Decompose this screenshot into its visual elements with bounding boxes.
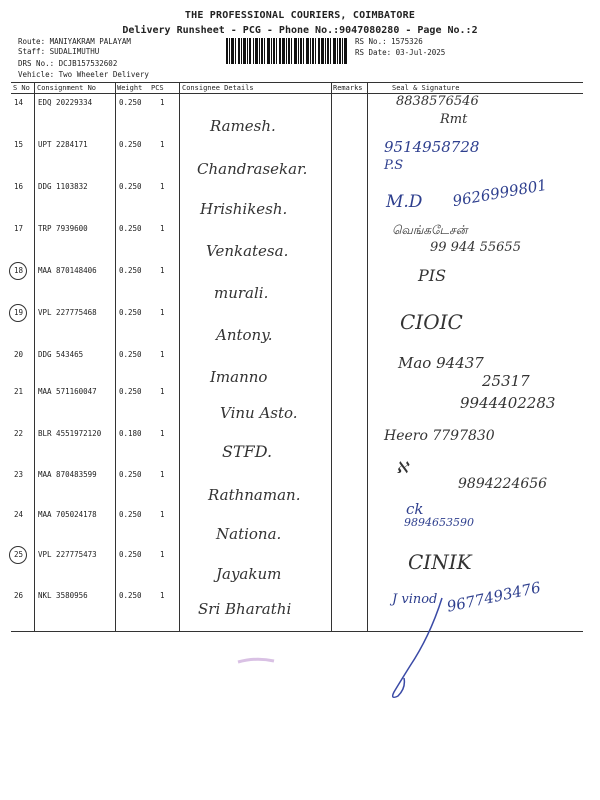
row-weight: 0.250	[119, 140, 142, 149]
row-consignment-no: DDG 1103832	[38, 182, 88, 191]
row-weight: 0.250	[119, 224, 142, 233]
column-divider	[367, 82, 368, 632]
consignee-handwriting: Rathnaman.	[208, 486, 301, 504]
row-pcs: 1	[160, 591, 165, 600]
consignee-handwriting: Hrishikesh.	[200, 200, 288, 218]
row-consignment-no: MAA 870483599	[38, 470, 97, 479]
row-pcs: 1	[160, 470, 165, 479]
row-sno: 20	[14, 350, 24, 359]
row-weight: 0.250	[119, 98, 142, 107]
row-pcs: 1	[160, 350, 165, 359]
row-consignment-no: UPT 2284171	[38, 140, 88, 149]
row-sno: 14	[14, 98, 24, 107]
row-pcs: 1	[160, 308, 165, 317]
consignee-handwriting: Chandrasekar.	[197, 160, 308, 178]
company-title: THE PROFESSIONAL COURIERS, COIMBATORE	[184, 10, 416, 21]
signature-mark: ℵ	[396, 458, 408, 477]
table-bottom-border	[11, 631, 583, 632]
row-sno: 15	[14, 140, 24, 149]
signature-scrawl: Mao 94437	[398, 354, 484, 372]
row-weight: 0.250	[119, 350, 142, 359]
row-weight: 0.250	[119, 550, 142, 559]
signature-phone: Heero 7797830	[384, 428, 495, 444]
row-consignment-no: EDQ 20229334	[38, 98, 93, 107]
consignee-handwriting: Imanno	[210, 368, 268, 386]
row-sno: 26	[14, 591, 24, 600]
row-pcs: 1	[160, 140, 165, 149]
row-sno: 17	[14, 224, 24, 233]
signature-phone: 99 944 55655	[430, 240, 521, 255]
signature-phone: 9626999801	[451, 175, 549, 211]
col-header-consignment: Consignment No	[37, 84, 97, 92]
signature-initials: M.D	[386, 192, 423, 212]
pen-stroke	[380, 596, 460, 706]
vehicle-label: Vehicle: Two Wheeler Delivery	[18, 70, 149, 79]
col-header-pcs: PCS	[151, 84, 164, 92]
row-consignment-no: TRP 7939600	[38, 224, 88, 233]
consignee-handwriting: Jayakum	[216, 565, 282, 583]
row-pcs: 1	[160, 224, 165, 233]
row-sno: 21	[14, 387, 24, 396]
drs-number: DRS No.: DCJB157532602	[18, 59, 118, 68]
row-weight: 0.250	[119, 591, 142, 600]
row-sno: 23	[14, 470, 24, 479]
row-weight: 0.250	[119, 470, 142, 479]
runsheet-subtitle: Delivery Runsheet - PCG - Phone No.:9047080280 - Page No.:2	[122, 25, 478, 36]
column-divider	[34, 82, 35, 632]
table-header-border	[11, 93, 583, 94]
row-weight: 0.250	[119, 308, 142, 317]
signature-scrawl: Rmt	[440, 112, 468, 127]
col-header-weight: Weight	[117, 84, 143, 92]
consignee-handwriting: Sri Bharathi	[198, 600, 292, 618]
signature-phone: 9514958728	[384, 138, 480, 156]
signature-initials: ck	[406, 500, 424, 518]
row-sno: 19	[14, 308, 24, 317]
signature-stamp: CIOIC	[400, 310, 463, 334]
signature-scrawl: 25317	[482, 372, 530, 390]
consignee-handwriting: Ramesh.	[210, 117, 276, 135]
signature-phone: 9677493476	[445, 578, 543, 616]
row-pcs: 1	[160, 98, 165, 107]
row-pcs: 1	[160, 550, 165, 559]
row-consignment-no: NKL 3580956	[38, 591, 88, 600]
signature-name: வெங்கடேசன்	[392, 223, 468, 237]
row-weight: 0.250	[119, 387, 142, 396]
ink-smudge	[236, 654, 276, 668]
route-label: Route: MANIYAKRAM PALAYAM	[18, 37, 131, 46]
signature-scrawl: P.S	[384, 158, 404, 173]
column-divider	[179, 82, 180, 632]
row-consignment-no: DDG 543465	[38, 350, 84, 359]
row-consignment-no: VPL 227775468	[38, 308, 97, 317]
barcode-image	[226, 38, 348, 64]
row-consignment-no: MAA 870148406	[38, 266, 97, 275]
row-pcs: 1	[160, 429, 165, 438]
row-pcs: 1	[160, 182, 165, 191]
row-weight: 0.250	[119, 510, 142, 519]
row-pcs: 1	[160, 387, 165, 396]
row-weight: 0.250	[119, 182, 142, 191]
consignee-handwriting: STFD.	[222, 442, 273, 461]
rs-date: RS Date: 03-Jul-2025	[355, 48, 446, 57]
row-weight: 0.180	[119, 429, 142, 438]
row-consignment-no: MAA 571160047	[38, 387, 97, 396]
staff-label: Staff: SUDALIMUTHU	[18, 47, 100, 56]
row-pcs: 1	[160, 510, 165, 519]
column-divider	[331, 82, 332, 632]
row-consignment-no: BLR 4551972120	[38, 429, 102, 438]
row-sno: 25	[14, 550, 24, 559]
row-weight: 0.250	[119, 266, 142, 275]
consignee-handwriting: murali.	[214, 284, 269, 302]
row-consignment-no: VPL 227775473	[38, 550, 97, 559]
col-header-sno: S No	[13, 84, 30, 92]
signature-phone: 9944402283	[460, 394, 556, 412]
signature-stamp: PIS	[418, 266, 447, 285]
col-header-seal-signature: Seal & Signature	[392, 84, 460, 92]
consignee-handwriting: Venkatesa.	[206, 242, 289, 260]
signature-stamp: CINIK	[408, 550, 472, 574]
row-pcs: 1	[160, 266, 165, 275]
consignee-handwriting: Nationa.	[216, 525, 282, 543]
col-header-consignee: Consignee Details	[182, 84, 254, 92]
signature-phone: 9894653590	[404, 516, 474, 529]
signature-phone: 9894224656	[458, 476, 548, 492]
signature-name: J vinod	[392, 592, 438, 607]
consignee-handwriting: Vinu Asto.	[220, 404, 298, 422]
consignee-handwriting: Antony.	[216, 326, 273, 344]
table-top-border	[11, 82, 583, 83]
row-sno: 16	[14, 182, 24, 191]
row-sno: 24	[14, 510, 24, 519]
column-divider	[115, 82, 116, 632]
signature-phone: 8838576546	[396, 94, 479, 109]
rs-number: RS No.: 1575326	[355, 37, 423, 46]
col-header-remarks: Remarks	[333, 84, 363, 92]
row-sno: 18	[14, 266, 24, 275]
row-sno: 22	[14, 429, 24, 438]
row-consignment-no: MAA 705024178	[38, 510, 97, 519]
